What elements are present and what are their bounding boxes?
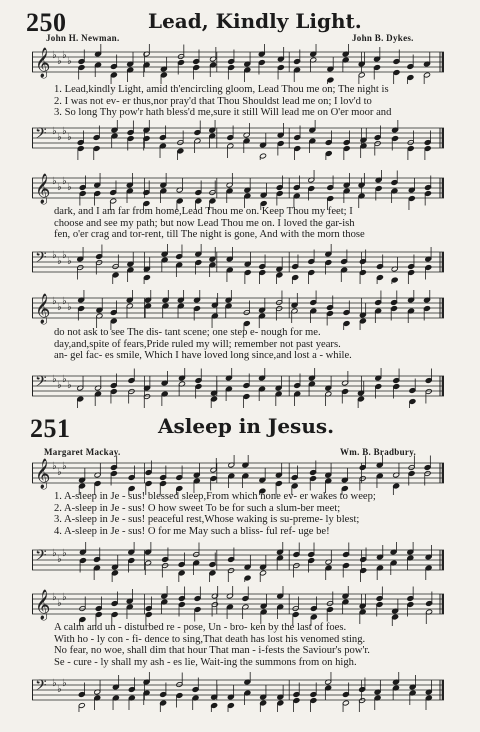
- svg-text:𝄢: 𝄢: [35, 677, 47, 698]
- svg-text:♭: ♭: [57, 554, 62, 565]
- lyric-line: With ho - ly con - fi- dence to sing,That death has lost his venomed sting.: [54, 633, 366, 645]
- lyric-block: [54, 84, 449, 119]
- music-staff: [32, 244, 444, 284]
- lyric-line: No fear, no woe, shall dim that hour That man - i-fests the Saviour's pow'r.: [54, 645, 370, 656]
- svg-text:♭: ♭: [52, 374, 57, 385]
- svg-text:♭: ♭: [67, 256, 72, 267]
- svg-text:♭: ♭: [57, 302, 62, 313]
- lyric-line: A calm and un - disturbed re - pose, Un - bro- ken by the last of foes.: [54, 622, 347, 633]
- hymn-title: Asleep in Jesus.: [158, 414, 335, 438]
- svg-text:♭: ♭: [62, 678, 67, 689]
- svg-text:𝄞: 𝄞: [35, 174, 51, 204]
- svg-text:♭: ♭: [57, 182, 62, 193]
- svg-text:𝄞: 𝄞: [35, 294, 51, 324]
- music-staff: [32, 368, 444, 408]
- words-credit: Margaret Mackay.: [44, 447, 121, 457]
- svg-text:♭: ♭: [57, 598, 62, 609]
- lyric-line: 2. A-sleep in Je - sus! O how sweet To be for such a slum-ber meet;: [54, 502, 341, 514]
- svg-text:𝄢: 𝄢: [35, 125, 47, 146]
- svg-text:♭: ♭: [57, 256, 62, 267]
- svg-text:♭: ♭: [52, 461, 57, 472]
- svg-text:♭: ♭: [62, 548, 67, 559]
- lyric-block: [54, 327, 449, 362]
- svg-text:♭: ♭: [52, 592, 57, 603]
- music-staff: [32, 44, 444, 84]
- lyric-block: [54, 206, 449, 241]
- hymn-number: 251: [30, 414, 71, 443]
- svg-text:♭: ♭: [52, 126, 57, 137]
- hymn-number: 250: [26, 8, 67, 37]
- svg-text:♭: ♭: [67, 56, 72, 67]
- svg-text:𝄢: 𝄢: [35, 373, 47, 394]
- lyric-line: an- gel fac- es smile, Which I have loved long since,and lost a - while.: [54, 350, 352, 361]
- svg-text:♭: ♭: [62, 126, 67, 137]
- svg-text:♭: ♭: [62, 176, 67, 187]
- svg-text:♭: ♭: [57, 380, 62, 391]
- music-staff: [32, 586, 444, 626]
- svg-text:♭: ♭: [67, 302, 72, 313]
- lyric-block: [54, 622, 449, 668]
- svg-text:♭: ♭: [62, 461, 67, 472]
- svg-text:♭: ♭: [62, 374, 67, 385]
- music-staff: [32, 672, 444, 712]
- lyric-line: 2. I was not ev- er thus,nor pray'd that Thou Shouldst lead me on; I lov'd to: [54, 95, 372, 107]
- svg-text:♭: ♭: [57, 132, 62, 143]
- svg-text:♭: ♭: [52, 296, 57, 307]
- music-credit: John B. Dykes.: [352, 33, 414, 43]
- lyric-line: 1. A-sleep in Je - sus! blessed sleep,From which none ev- er wakes to weep;: [54, 491, 376, 502]
- svg-text:𝄞: 𝄞: [35, 590, 51, 620]
- svg-text:♭: ♭: [62, 50, 67, 61]
- svg-text:♭: ♭: [67, 380, 72, 391]
- lyric-line: choose and see my path; but now Lead Thou me on. I loved the gar-ish: [54, 217, 355, 229]
- svg-text:𝄢: 𝄢: [35, 249, 47, 270]
- lyric-line: 3. So long Thy pow'r hath bless'd me,sure it still Will lead me on O'er moor and: [54, 107, 392, 118]
- lyric-line: fen, o'er crag and tor-rent, till The night is gone, And with the morn those: [54, 229, 365, 240]
- svg-text:♭: ♭: [62, 296, 67, 307]
- svg-text:♭: ♭: [57, 56, 62, 67]
- lyric-block: [54, 491, 449, 537]
- lyric-line: dark, and I am far from home,Lead Thou me on. Keep Thou my feet; I: [54, 206, 353, 217]
- svg-text:♭: ♭: [52, 250, 57, 261]
- music-staff: [32, 120, 444, 160]
- svg-text:♭: ♭: [52, 678, 57, 689]
- music-staff: [32, 455, 444, 495]
- svg-text:♭: ♭: [62, 592, 67, 603]
- svg-text:♭: ♭: [52, 548, 57, 559]
- music-staff: [32, 542, 444, 582]
- svg-text:𝄞: 𝄞: [35, 48, 51, 78]
- lyric-line: 3. A-sleep in Je - sus! peaceful rest,Whose waking is su-preme- ly blest;: [54, 514, 360, 525]
- lyric-line: Se - cure - ly shall my ash - es lie, Wait-ing the summons from on high.: [54, 656, 357, 668]
- music-credit: Wm. B. Bradbury.: [340, 447, 417, 457]
- lyric-line: do not ask to see The dis- tant scene; one step e- nough for me.: [54, 327, 321, 338]
- svg-text:♭: ♭: [62, 250, 67, 261]
- svg-text:𝄢: 𝄢: [35, 547, 47, 568]
- music-staff: [32, 290, 444, 330]
- lyric-line: 1. Lead,kindly Light, amid th'encircling gloom, Lead Thou me on; The night is: [54, 84, 389, 95]
- svg-text:♭: ♭: [57, 684, 62, 695]
- svg-text:♭: ♭: [52, 176, 57, 187]
- svg-text:♭: ♭: [67, 182, 72, 193]
- lyric-line: day,and,spite of fears,Pride ruled my will; remember not past years.: [54, 338, 341, 350]
- svg-text:♭: ♭: [67, 132, 72, 143]
- svg-text:𝄞: 𝄞: [35, 459, 51, 489]
- svg-text:♭: ♭: [52, 50, 57, 61]
- words-credit: John H. Newman.: [46, 33, 120, 43]
- lyric-line: 4. A-sleep in Je - sus! O for me May such a bliss- ful ref- uge be!: [54, 525, 330, 537]
- svg-text:♭: ♭: [57, 467, 62, 478]
- hymn-title: Lead, Kindly Light.: [148, 9, 362, 33]
- music-staff: [32, 170, 444, 210]
